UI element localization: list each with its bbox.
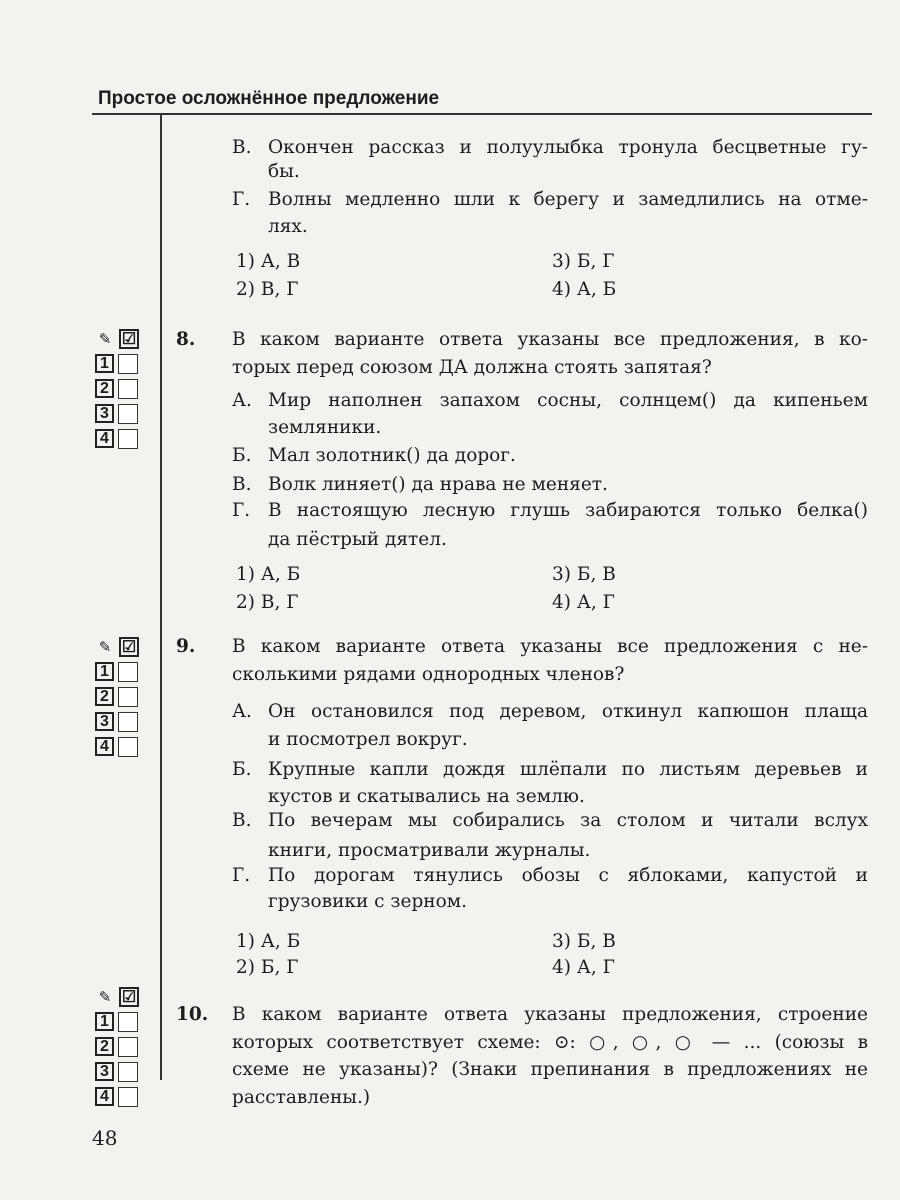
question-text-line: В каком варианте ответа указаны все предложения с не-	[232, 636, 868, 657]
question-text-line: схеме не указаны)? (Знаки препинания в предложениях не	[232, 1059, 868, 1080]
item-text-line: земляники.	[268, 417, 382, 438]
question-text-line: расставлены.)	[232, 1087, 371, 1108]
check-icon: ☑	[119, 637, 139, 657]
answer-number: 4	[95, 737, 114, 756]
answer-number: 3	[95, 1062, 114, 1081]
answer-checkbox[interactable]	[118, 1087, 138, 1107]
answer-number: 1	[95, 662, 114, 681]
item-text-line: Окончен рассказ и полуулыбка тронула бесцветные гу-	[268, 137, 868, 158]
answer-number: 2	[95, 1037, 114, 1056]
answer-option: 4) А, Г	[552, 957, 615, 978]
check-icon: ☑	[119, 987, 139, 1007]
answer-checkbox[interactable]	[118, 712, 138, 732]
answer-checkbox[interactable]	[118, 737, 138, 757]
answer-number: 3	[95, 712, 114, 731]
answer-checkbox[interactable]	[118, 404, 138, 424]
answer-number: 2	[95, 687, 114, 706]
answer-option: 1) А, В	[236, 251, 301, 272]
item-label: В.	[232, 474, 252, 495]
item-text-line: да пёстрый дятел.	[268, 529, 447, 550]
item-text-line: Он остановился под деревом, откинул капюшон плаща	[268, 701, 868, 722]
item-text-line: грузовики с зерном.	[268, 891, 468, 912]
answer-number: 3	[95, 404, 114, 423]
answer-option: 1) А, Б	[236, 931, 301, 952]
answer-option: 2) В, Г	[236, 592, 299, 613]
item-text-line: книги, просматривали журналы.	[268, 840, 591, 861]
answer-option: 4) А, Б	[552, 279, 617, 300]
item-label: Б.	[232, 759, 252, 780]
item-text-line: По вечерам мы собирались за столом и читали вслух	[268, 810, 868, 831]
question-text-line: которых соответствует схеме: ⊙: ○, ○, ○ — ... (союзы в	[232, 1032, 868, 1053]
question-number: 9.	[176, 636, 196, 657]
answer-option: 3) Б, В	[552, 931, 616, 952]
item-text-line: Волк линяет() да нрава не меняет.	[268, 474, 608, 495]
item-label: В.	[232, 137, 252, 158]
header-rule	[92, 113, 872, 115]
item-text-line: Волны медленно шли к берегу и замедлились на отме-	[268, 189, 868, 210]
item-label: В.	[232, 810, 252, 831]
item-text-line: По дорогам тянулись обозы с яблоками, капустой и	[268, 865, 868, 886]
pen-icon: ✎	[98, 637, 112, 656]
answer-option: 3) Б, Г	[552, 251, 615, 272]
answer-number: 4	[95, 429, 114, 448]
answer-box	[95, 328, 155, 453]
answer-option: 4) А, Г	[552, 592, 615, 613]
page-number: 48	[92, 1126, 118, 1150]
answer-option: 2) Б, Г	[236, 957, 299, 978]
item-label: Б.	[232, 445, 252, 466]
item-label: Г.	[232, 500, 251, 521]
answer-checkbox[interactable]	[118, 379, 138, 399]
answer-number: 4	[95, 1087, 114, 1106]
answer-checkbox[interactable]	[118, 1037, 138, 1057]
pen-icon: ✎	[98, 329, 112, 348]
item-text-line: Мал золотник() да дорог.	[268, 445, 516, 466]
answer-checkbox[interactable]	[118, 1062, 138, 1082]
page-header-title: Простое осложнённое предложение	[98, 88, 440, 109]
answer-checkbox[interactable]	[118, 354, 138, 374]
answer-checkbox[interactable]	[118, 429, 138, 449]
answer-box	[95, 636, 155, 761]
item-text-line: Крупные капли дождя шлёпали по листьям деревьев и	[268, 759, 868, 780]
question-text-line: сколькими рядами однородных членов?	[232, 664, 625, 685]
question-text-line: торых перед союзом ДА должна стоять запятая?	[232, 357, 712, 378]
answer-number: 1	[95, 1012, 114, 1031]
question-text-line: В каком варианте ответа указаны все предложения, в ко-	[232, 329, 868, 350]
answer-checkbox[interactable]	[118, 1012, 138, 1032]
item-text-line: лях.	[268, 216, 308, 237]
answer-checkbox[interactable]	[118, 662, 138, 682]
item-text-line: кустов и скатывались на землю.	[268, 786, 585, 807]
item-text-line: Мир наполнен запахом сосны, солнцем() да кипеньем	[268, 390, 868, 411]
item-label: А.	[232, 701, 252, 722]
item-text-line: В настоящую лесную глушь забираются только белка()	[268, 500, 868, 521]
item-label: Г.	[232, 189, 251, 210]
margin-rule	[160, 115, 162, 1080]
answer-checkbox[interactable]	[118, 687, 138, 707]
question-number: 10.	[176, 1004, 209, 1025]
item-text-line: бы.	[268, 161, 300, 182]
answer-number: 2	[95, 379, 114, 398]
question-text-line: В каком варианте ответа указаны предложения, строение	[232, 1004, 868, 1025]
item-label: А.	[232, 390, 252, 411]
answer-box	[95, 986, 155, 1111]
question-number: 8.	[176, 329, 196, 350]
item-label: Г.	[232, 865, 251, 886]
check-icon: ☑	[119, 329, 139, 349]
item-text-line: и посмотрел вокруг.	[268, 729, 468, 750]
answer-option: 3) Б, В	[552, 564, 616, 585]
answer-option: 2) В, Г	[236, 279, 299, 300]
pen-icon: ✎	[98, 987, 112, 1006]
answer-number: 1	[95, 354, 114, 373]
answer-option: 1) А, Б	[236, 564, 301, 585]
